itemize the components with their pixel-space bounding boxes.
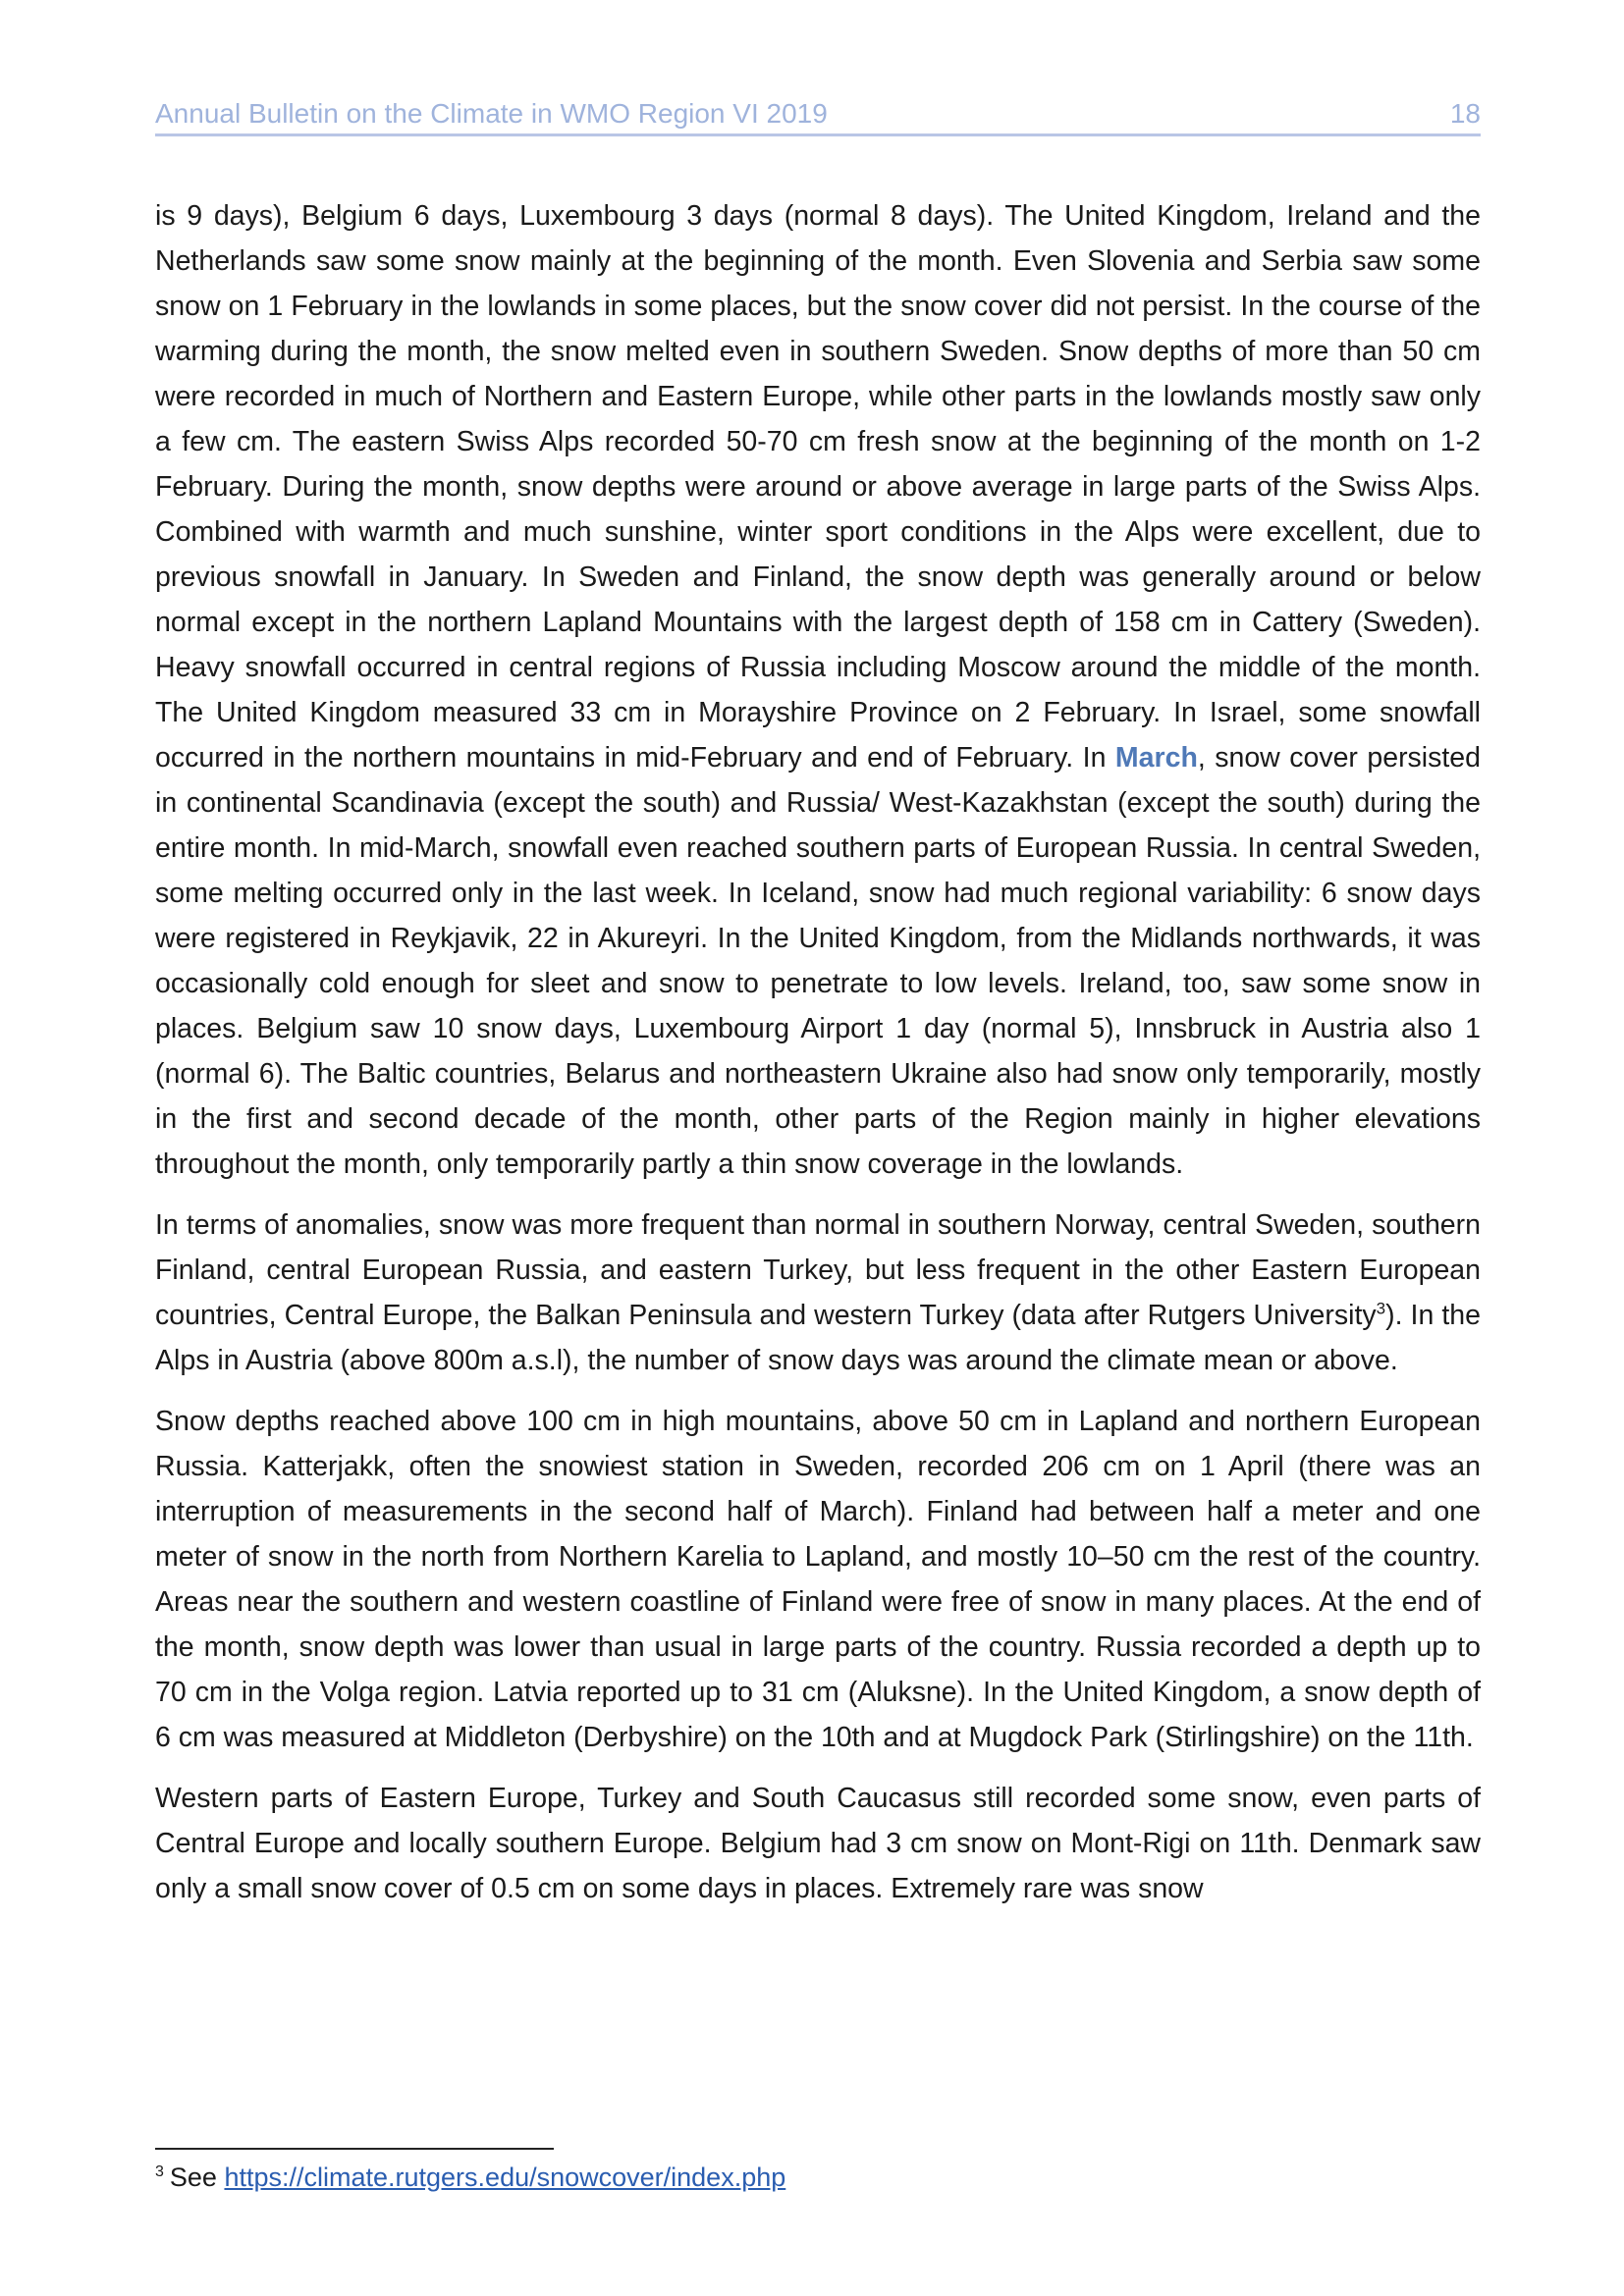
paragraph-anomalies — [155, 1202, 1481, 1383]
paragraph-text: In terms of anomalies, snow was more frequent than normal in southern Norway, central Sweden, southern Finland, central European Russia, and eastern Turkey, but less frequent in the other Eastern European countries, Central Europe, the Balkan Peninsula and western Turkey (data after Rutgers University — [155, 1209, 1481, 1331]
paragraph-snow-depths: Snow depths reached above 100 cm in high mountains, above 50 cm in Lapland and northern European Russia. Katterjakk, often the snowiest station in Sweden, recorded 206 cm on 1 April (there was an interruption of measurements in the second half of March). Finland had between half a meter and one meter of snow in the north from Northern Karelia to Lapland, and mostly 10–50 cm the rest of the country. Areas near the southern and western coastline of Finland were free of snow in many places. At the end of the month, snow depth was lower than usual in large parts of the country. Russia recorded a depth up to 70 cm in the Volga region. Latvia reported up to 31 cm (Aluksne). In the United Kingdom, a snow depth of 6 cm was measured at Middleton (Derbyshire) on the 10th and at Mugdock Park (Stirlingshire) on the 11th. — [155, 1406, 1481, 1753]
paragraph-february-march-snow — [155, 193, 1481, 1187]
rutgers-snowcover-link[interactable]: https://climate.rutgers.edu/snowcover/index.php — [224, 2163, 786, 2192]
page-number: 18 — [1449, 98, 1481, 129]
footnote — [155, 2160, 785, 2195]
main-content — [155, 193, 1481, 1927]
paragraph-text: , snow cover persisted in continental Scandinavia (except the south) and Russia/ West-Kazakhstan (except the south) during the entire month. In mid-March, snowfall even reached southern parts of European Russia. In central Sweden, some melting occurred only in the last week. In Iceland, snow had much regional variability: 6 snow days were registered in Reykjavik, 22 in Akureyri. In the United Kingdom, from the Midlands northwards, it was occasionally cold enough for sleet and snow to penetrate to low levels. Ireland, too, saw some snow in places. Belgium saw 10 snow days, Luxembourg Airport 1 day (normal 5), Innsbruck in Austria also 1 (normal 6). The Baltic countries, Belarus and northeastern Ukraine also had snow only temporarily, mostly in the first and second decade of the month, other parts of the Region mainly in higher elevations throughout the month, only temporarily partly a thin snow coverage in the lowlands. — [155, 742, 1482, 1180]
page-header — [155, 94, 1481, 136]
paragraph-western-europe: Western parts of Eastern Europe, Turkey and South Caucasus still recorded some snow, even parts of Central Europe and locally southern Europe. Belgium had 3 cm snow on Mont-Rigi on 11th. Denmark saw only a small snow cover of 0.5 cm on some days in places. Extremely rare was snow — [155, 1783, 1481, 1904]
paragraph-text: ). In the Alps in Austria (above 800m a.s.l), the number of snow days was around the climate mean or above. — [155, 1300, 1482, 1376]
month-heading-march: March — [1114, 742, 1198, 774]
footnote-prefix: See — [169, 2163, 225, 2192]
footnote-reference[interactable]: 3 — [1376, 1299, 1386, 1318]
document-title: Annual Bulletin on the Climate in WMO Region VI 2019 — [155, 98, 828, 129]
paragraph-text: is 9 days), Belgium 6 days, Luxembourg 3 days (normal 8 days). The United Kingdom, Ireland and the Netherlands saw some snow mainly at the beginning of the month. Even Slovenia and Serbia saw some snow on 1 February in the lowlands in some places, but the snow cover did not persist. In the course of the warming during the month, the snow melted even in southern Sweden. Snow depths of more than 50 cm were recorded in much of Northern and Eastern Europe, while other parts in the lowlands mostly saw only a few cm. The eastern Swiss Alps recorded 50-70 cm fresh snow at the beginning of the month on 1-2 February. During the month, snow depths were around or above average in large parts of the Swiss Alps. Combined with warmth and much sunshine, winter sport conditions in the Alps were excellent, due to previous snowfall in January. In Sweden and Finland, the snow depth was generally around or below normal except in the northern Lapland Mountains with the largest depth of 158 cm in Cattery (Sweden). Heavy snowfall occurred in central regions of Russia including Moscow around the middle of the month. The United Kingdom measured 33 cm in Morayshire Province on 2 February. In Israel, some snowfall occurred in the northern mountains in mid-February and end of February. In — [155, 200, 1481, 774]
footnote-divider — [155, 2148, 554, 2150]
footnote-mark: 3 — [155, 2163, 164, 2180]
